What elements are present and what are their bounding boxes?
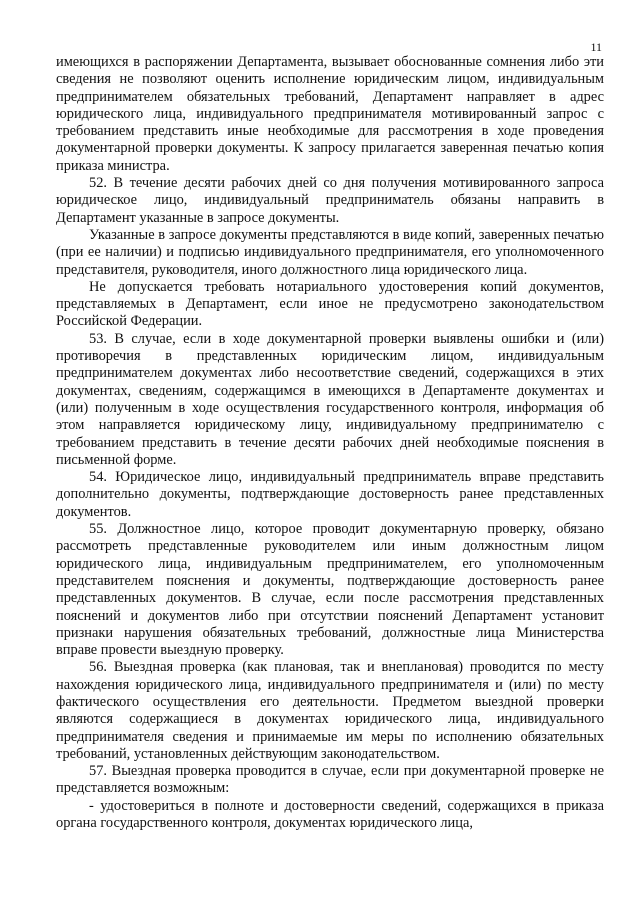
paragraph-53: 53. В случае, если в ходе документарной проверки выявлены ошибки и (или) противоречия в представленных юридическим лицом, индивидуальным предпринимателем документах либо несоответствие сведений, содержащихся в этих документах, сведениям, содержащимся в имеющихся в Департаменте документах и (или) полученным в ходе осуществления государственного контроля, информация об этом направляется юридическому лицу, индивидуальному предпринимателю с требованием представить в течение десяти рабочих дней необходимые пояснения в письменной форме. — [56, 330, 604, 468]
paragraph-copies-certified: Указанные в запросе документы представляются в виде копий, заверенных печатью (при ее наличии) и подписью индивидуального предпринимателя, его уполномоченного представителя, руководителя, иного должностного лица юридического лица. — [56, 226, 604, 278]
paragraph-54: 54. Юридическое лицо, индивидуальный предприниматель вправе представить дополнительно документы, подтверждающие достоверность ранее представленных документов. — [56, 469, 604, 520]
paragraph-57: 57. Выездная проверка проводится в случае, если при документарной проверке не представляется возможным: — [56, 763, 604, 797]
paragraph-continuation: имеющихся в распоряжении Департамента, вызывает обоснованные сомнения либо эти сведения не позволяют оценить исполнение юридическим лицом, индивидуальным предпринимателем обязательных требований, Департамент направляет в адрес юридического лица, индивидуального предпринимателя мотивированный запрос с требованием представить иные необходимые для рассмотрения в ходе проведения документарной проверки документы. К запросу прилагается заверенная печатью копия приказа министра. — [56, 54, 604, 174]
paragraph-55: 55. Должностное лицо, которое проводит документарную проверку, обязано рассмотреть представленные руководителем или иным должностным лицом юридического лица, индивидуальным предпринимателем, его уполномоченным представителем пояснения и документы, подтверждающие достоверность ранее представленных документов. В случае, если после рассмотрения представленных пояснений и документов либо при отсутствии пояснений Департамент установит признаки нарушения обязательных требований, должностные лица Министерства вправе провести выездную проверку. — [56, 521, 604, 659]
page-number: 11 — [590, 40, 602, 54]
paragraph-52: 52. В течение десяти рабочих дней со дня получения мотивированного запроса юридическое лицо, индивидуальный предприниматель обязаны направить в Департамент указанные в запросе документы. — [56, 175, 604, 226]
paragraph-56: 56. Выездная проверка (как плановая, так и внеплановая) проводится по месту нахождения юридического лица, индивидуального предпринимателя и (или) по месту фактического осуществления его деятельности. Предметом выездной проверки являются содержащиеся в документах юридического лица, индивидуального предпринимателя сведения и принимаемые им меры по исполнению обязательных требований, установленных действующим законодательством. — [56, 659, 604, 762]
document-body — [56, 54, 604, 832]
paragraph-notarial: Не допускается требовать нотариального удостоверения копий документов, представляемых в Департамент, если иное не предусмотрено законодательством Российской Федерации. — [56, 278, 604, 330]
paragraph-57-item: - удостовериться в полноте и достоверности сведений, содержащихся в приказа органа государственного контроля, документах юридического лица, — [56, 797, 604, 832]
